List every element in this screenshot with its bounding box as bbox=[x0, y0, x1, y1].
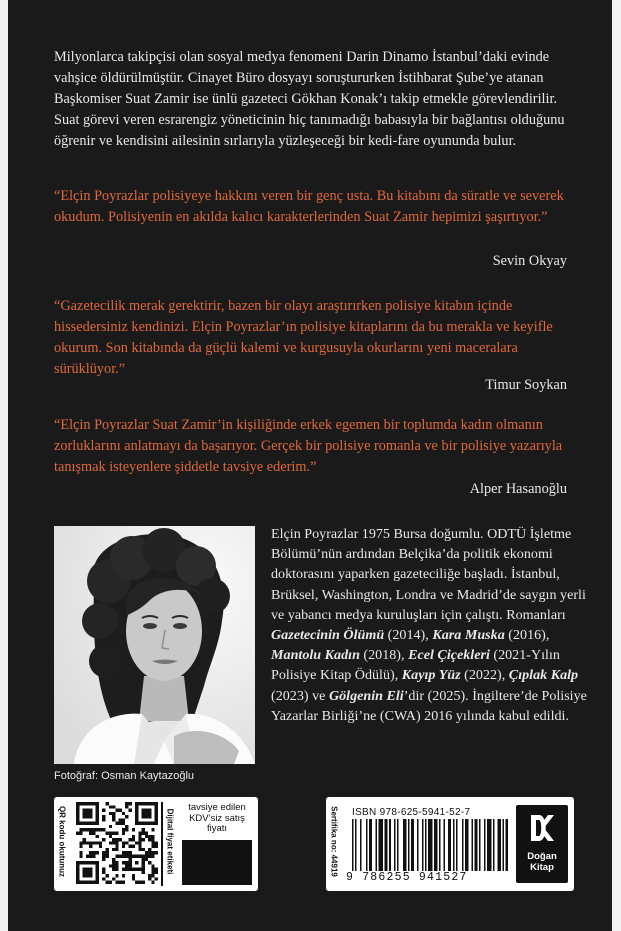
isbn-number: ISBN 978-625-5941-52-7 bbox=[352, 807, 471, 818]
book-title: Ecel Çiçekleri bbox=[408, 647, 490, 664]
price-text: tavsiye edilen KDV’siz satış fiyatı bbox=[188, 802, 246, 834]
review-quote-3: “Elçin Poyrazlar Suat Zamir’in kişiliğinde erkek egemen bir toplumda kadın olmanın zorluklarını anlatmayı da başarıyor. Gerçek bir polisiye romanla ve bir polisiye yazarıyla tanışmak isteyenlere şiddetle tavsiye ederim.” bbox=[54, 417, 563, 475]
review-author-3: Alper Hasanoğlu bbox=[469, 481, 567, 497]
bio-intro: Elçin Poyrazlar 1975 Bursa doğumlu. ODTÜ İşletme Bölümü’nün ardından Belçika’da politik ekonomi doktorasını yaparken gazeteciliğe başladı. İstanbul, Brüksel, Washington, Londra ve Madrid’de saygın yerli ve yabancı medya kuruluşları için çalıştı. Romanları bbox=[271, 526, 586, 623]
author-photo bbox=[54, 526, 255, 764]
book-title: Kara Muska bbox=[432, 627, 505, 644]
bio-text: (2018), bbox=[359, 647, 409, 664]
dk-logo-icon bbox=[528, 813, 556, 843]
publisher-name-2: Kitap bbox=[530, 862, 554, 873]
review-quote-2: “Gazetecilik merak gerektirir, bazen bir olayı araştırırken polisiye kitabın içinde hissedersiniz kendinizi. Elçin Poyrazlar’ın polisiye kitaplarını da bu merakla ve keyifle okurum. Son kitabında da güçlü kalemi ve kurgusuyla okurlarını yeni maceralara sürüklüyor.” bbox=[54, 298, 553, 377]
barcode-number: 9 786255 941527 bbox=[346, 871, 468, 884]
isbn-box bbox=[326, 797, 574, 891]
publisher-name-1: Doğan bbox=[527, 851, 557, 862]
bio-text: (2014), bbox=[384, 627, 433, 644]
review-author-2: Timur Soykan bbox=[485, 377, 567, 393]
book-title: Çıplak Kalp bbox=[508, 667, 579, 684]
barcode bbox=[350, 819, 508, 871]
bio-text: ’dir (2025). İngiltere’de Polisiye Yazarlar Birliği’ne (CWA) 2016 yılında kabul edildi. bbox=[271, 687, 587, 724]
divider bbox=[161, 802, 163, 886]
digital-price-label: Dijital fiyat etiketi bbox=[165, 808, 175, 875]
qr-code[interactable] bbox=[76, 802, 158, 884]
price-field bbox=[182, 840, 252, 885]
back-cover bbox=[8, 0, 612, 931]
author-bio bbox=[271, 524, 587, 726]
review-author-1: Sevin Okyay bbox=[492, 253, 567, 269]
qr-label: QR kodu okutunuz bbox=[57, 805, 67, 878]
synopsis: Milyonlarca takipçisi olan sosyal medya fenomeni Darin Dinamo İstanbul’daki evinde vahşice öldürülmüştür. Cinayet Büro dosyayı soruştururken İstihbarat Şube’ye atanan Başkomiser Suat Zamir ise ünlü gazeteci Gökhan Konak’ı takip etmekle görevlendirilir. Suat görevi veren esrarengiz yöneticinin hiç tanımadığı babasıyla bir bağlantısı olduğunu öğrenir ve kendisini ailesinin sırlarıyla yüzleşeceği bir kedi-fare oyununda bulur. bbox=[54, 49, 565, 149]
bio-text: (2023) ve bbox=[271, 687, 329, 704]
qr-price-box bbox=[54, 797, 258, 891]
review-quote-1: “Elçin Poyrazlar polisiyeye hakkını veren bir genç usta. Bu kitabını da süratle ve severek okudum. Polisiyenin en akılda kalıcı karakterlerinden Suat Zamir hepimizi şaşırtıyor.” bbox=[54, 188, 564, 225]
publisher-logo bbox=[516, 805, 568, 883]
book-title: Kayıp Yüz bbox=[401, 667, 461, 684]
bio-text: (2022), bbox=[460, 667, 509, 684]
certificate-number: Sertifika no: 44919 bbox=[329, 806, 339, 877]
bio-text: (2016), bbox=[504, 627, 550, 644]
book-title: Mantolu Kadın bbox=[271, 647, 360, 664]
photo-credit: Fotoğraf: Osman Kaytazoğlu bbox=[54, 770, 195, 782]
bio-text: (2021-Yılın Polisiye Kitap Ödülü), bbox=[271, 647, 560, 684]
book-title: Gazetecinin Ölümü bbox=[271, 627, 385, 644]
book-title: Gölgenin Eli bbox=[328, 687, 404, 704]
